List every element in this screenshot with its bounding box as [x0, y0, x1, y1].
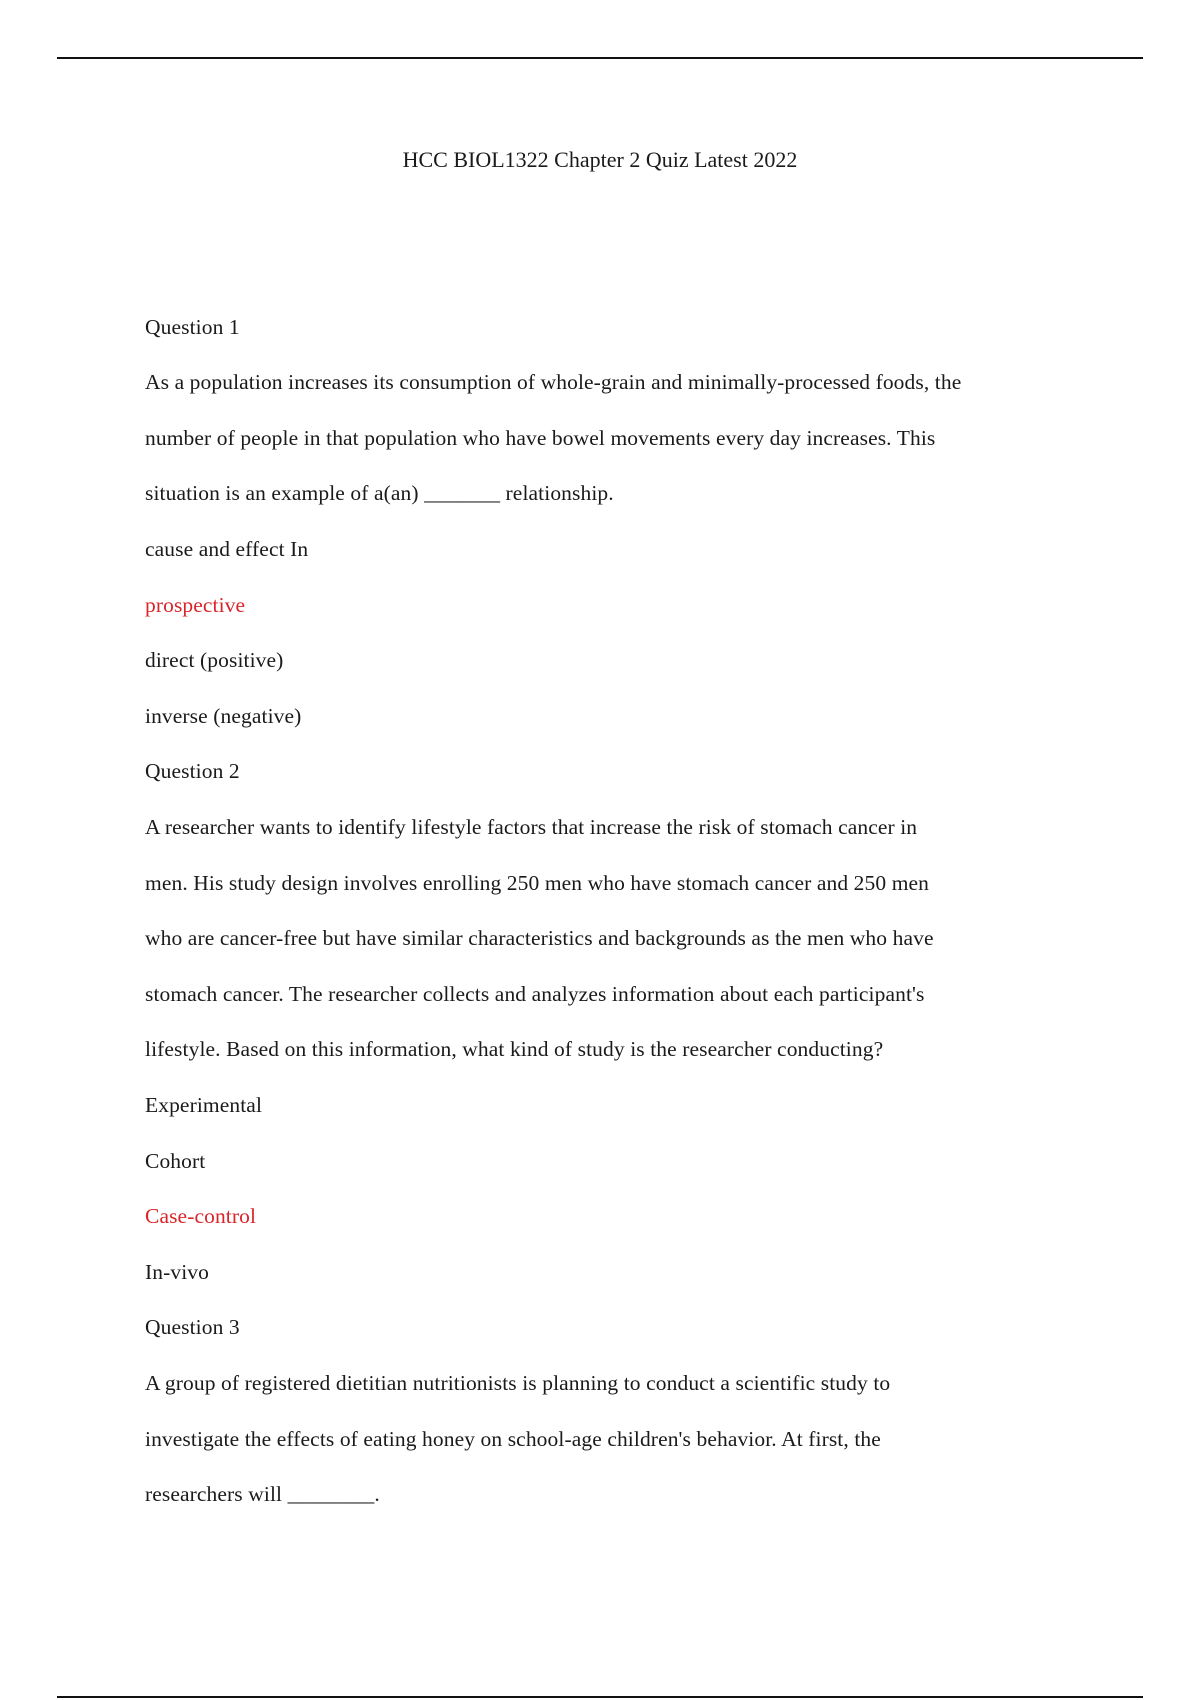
document-title: HCC BIOL1322 Chapter 2 Quiz Latest 2022 [402, 147, 798, 172]
question-2-option-b: Cohort [145, 1149, 206, 1173]
question-2-option-c-correct: Case-control [145, 1204, 257, 1228]
question-2-option-d: In-vivo [145, 1260, 209, 1284]
question-1-text-line: situation is an example of a(an) _______ relationship. [145, 481, 614, 505]
question-1-option-a: cause and effect In [145, 537, 309, 561]
bottom-rule [57, 1696, 1143, 1698]
question-2-text-line: who are cancer-free but have similar characteristics and backgrounds as the men who have [145, 926, 934, 950]
question-2-option-a: Experimental [145, 1093, 263, 1117]
question-2-text-line: A researcher wants to identify lifestyle factors that increase the risk of stomach cancer in [145, 815, 918, 839]
question-2-text-line: lifestyle. Based on this information, what kind of study is the researcher conducting? [145, 1037, 884, 1061]
question-2-heading: Question 2 [145, 759, 240, 783]
question-1-text-line: As a population increases its consumption of whole-grain and minimally-processed foods, the [145, 370, 962, 394]
question-1-option-b-correct: prospective [145, 593, 246, 617]
question-3-heading: Question 3 [145, 1315, 240, 1339]
question-2-text-line: men. His study design involves enrolling 250 men who have stomach cancer and 250 men [145, 871, 930, 895]
question-1-option-d: inverse (negative) [145, 704, 302, 728]
top-rule [57, 57, 1143, 59]
question-1-heading: Question 1 [145, 315, 240, 339]
question-3-text-line: A group of registered dietitian nutritionists is planning to conduct a scientific study to [145, 1371, 891, 1395]
question-1-text-line: number of people in that population who have bowel movements every day increases. This [145, 426, 936, 450]
question-1-option-c: direct (positive) [145, 648, 284, 672]
question-3-text-line: investigate the effects of eating honey on school-age children's behavior. At first, the [145, 1427, 881, 1451]
question-2-text-line: stomach cancer. The researcher collects and analyzes information about each participant's [145, 982, 925, 1006]
question-3-text-line: researchers will ________. [145, 1482, 380, 1506]
